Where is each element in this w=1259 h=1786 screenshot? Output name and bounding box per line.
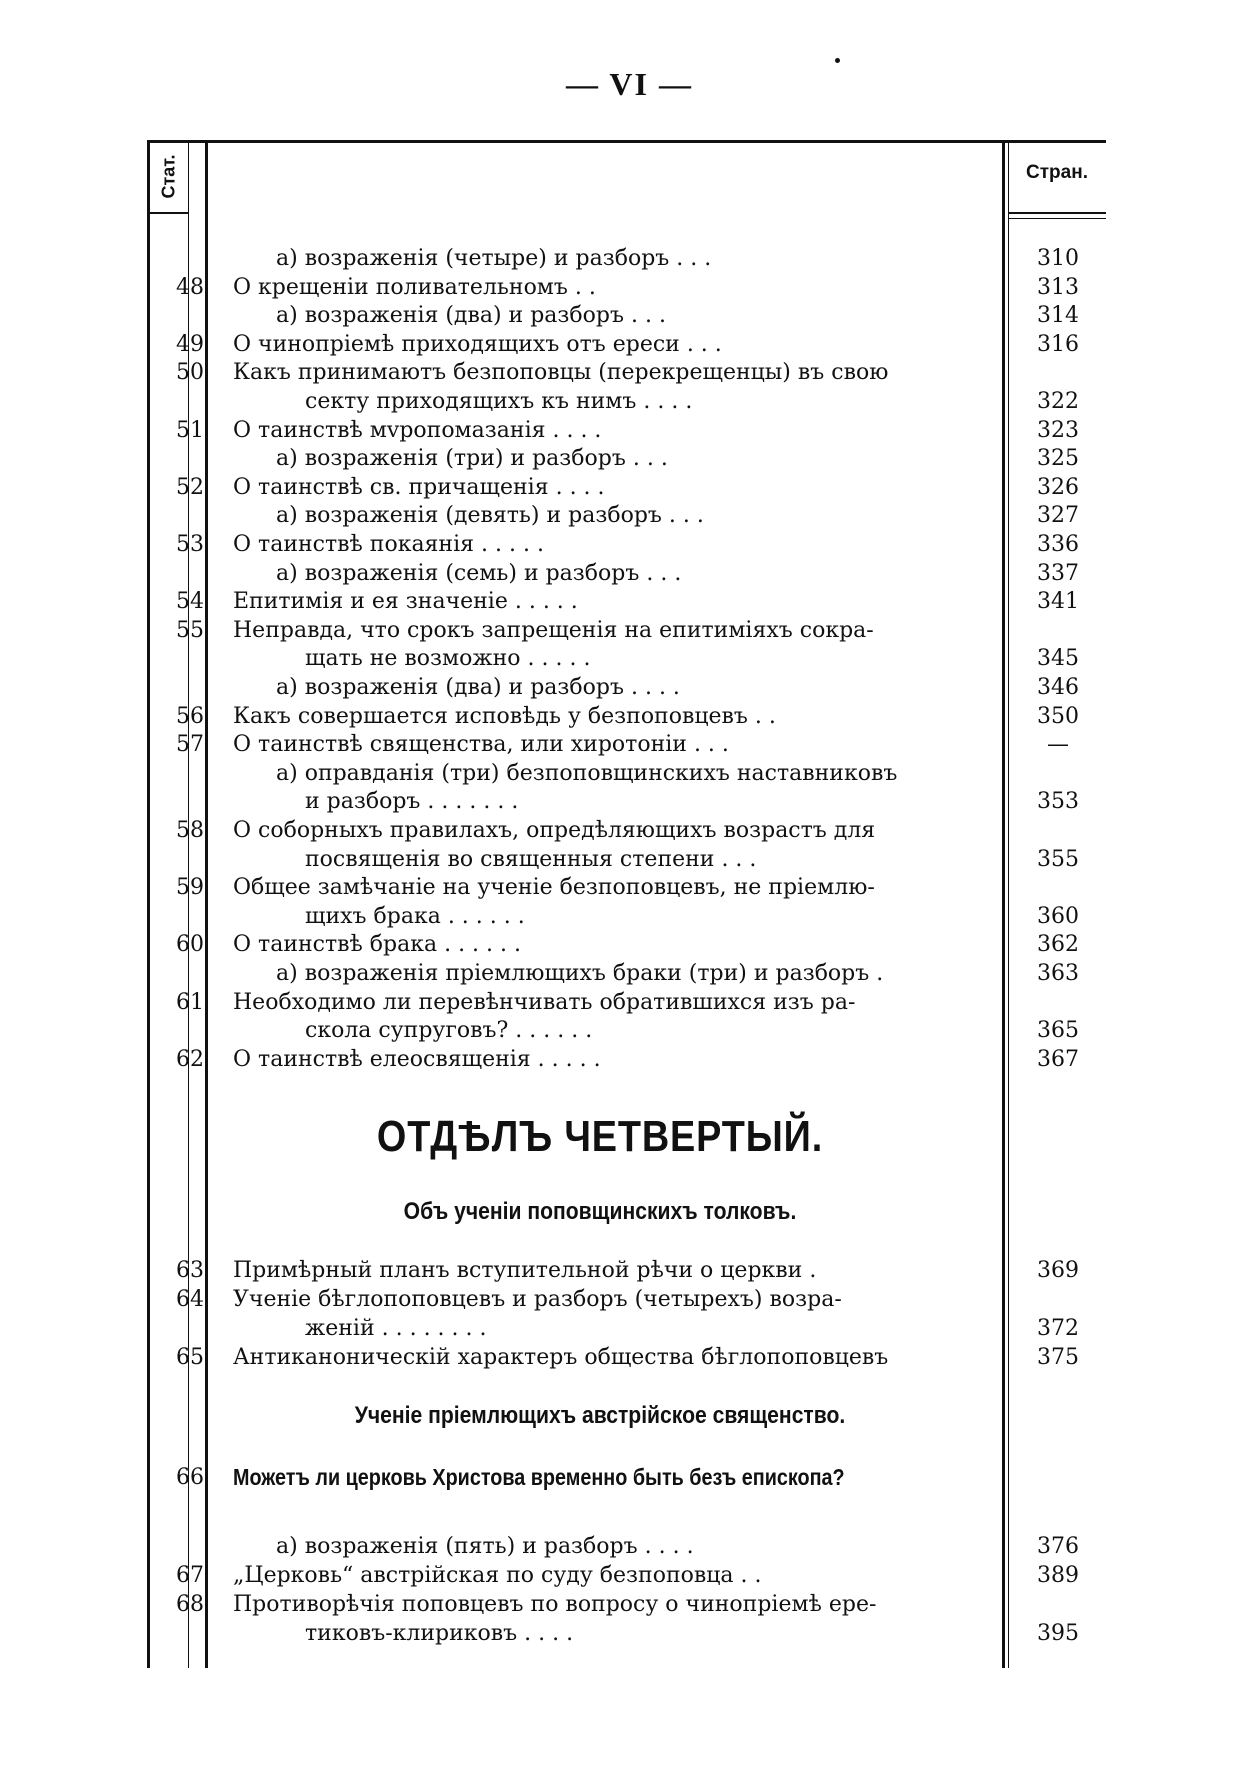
toc-entry (0, 1619, 1259, 1648)
entry-title: а) возраженія (два) и разборъ . . . (276, 303, 666, 329)
toc-entry-66 (0, 1463, 1259, 1492)
entry-title: а) оправданія (три) безпоповщинскихъ наставниковъ (276, 760, 898, 786)
entry-page: — (1047, 732, 1069, 758)
entry-question: Можетъ ли церковь Христова временно быть безъ епископа? (233, 1464, 845, 1490)
entry-title: Антиканоническій характеръ общества бѣглопоповцевъ (233, 1345, 889, 1370)
toc-entry (0, 587, 1259, 616)
toc-entry (0, 330, 1259, 359)
toc-entry (0, 1045, 1259, 1074)
entry-title: Ученіе бѣглопоповцевъ и разборъ (четырехъ) возра- (233, 1287, 842, 1312)
entry-title: О таинствѣ брака . . . . . . (233, 932, 522, 958)
entry-page: 376 (1037, 1534, 1079, 1559)
entry-title: О таинствѣ священства, или хиротоніи . . . (233, 732, 729, 758)
entry-page: 313 (1037, 274, 1079, 300)
entry-page: 355 (1037, 846, 1079, 872)
entry-title: О таинствѣ елеосвященія . . . . . (233, 1046, 601, 1072)
toc-entry (0, 959, 1259, 988)
entry-number: 49 (176, 331, 204, 357)
entry-number: 51 (176, 417, 204, 443)
toc-entry (0, 759, 1259, 788)
page-column-header: Стран. (1026, 162, 1088, 183)
toc-entry (0, 244, 1259, 273)
entry-page: 325 (1037, 446, 1079, 472)
page-header-rule-2 (1008, 218, 1106, 219)
toc-entry (0, 416, 1259, 445)
entry-number: 54 (176, 589, 204, 615)
entry-number: 61 (176, 989, 204, 1015)
entry-title: О крещеніи поливательномъ . . (233, 274, 596, 300)
toc-entry (0, 930, 1259, 959)
toc-entry (0, 644, 1259, 673)
entry-title: О таинствѣ св. причащенія . . . . (233, 474, 605, 500)
entry-number: 65 (176, 1345, 204, 1370)
entry-number: 63 (176, 1258, 204, 1283)
entry-page: 316 (1037, 331, 1079, 357)
entry-number: 64 (176, 1287, 204, 1312)
toc-entry (0, 1343, 1259, 1372)
toc-entry (0, 1314, 1259, 1343)
entry-title: Неправда, что срокъ запрещенія на епитиміяхъ сокра- (233, 617, 874, 643)
entry-page: 363 (1037, 961, 1079, 986)
entry-title: щать не возможно . . . . . (305, 646, 591, 672)
toc-entry (0, 616, 1259, 645)
entry-title: а) возраженія (девять) и разборъ . . . (276, 503, 704, 529)
toc-entry (0, 301, 1259, 330)
entry-number: 55 (176, 617, 204, 643)
toc-entry (0, 1285, 1259, 1314)
entry-page: 326 (1037, 474, 1079, 500)
entry-page: 314 (1037, 303, 1079, 329)
entry-number: 62 (176, 1046, 204, 1072)
entry-title: „Церковь“ австрійская по суду безпоповца . . (233, 1563, 762, 1588)
entry-page: 360 (1037, 903, 1079, 929)
entry-title: посвященія во священныя степени . . . (305, 846, 757, 872)
entry-number: 53 (176, 532, 204, 557)
toc-entry (0, 702, 1259, 731)
entry-page: 353 (1037, 789, 1079, 815)
entry-number: 67 (176, 1563, 204, 1588)
entry-title: Необходимо ли перевѣнчивать обратившихся изъ ра- (233, 989, 856, 1015)
toc-entry (0, 816, 1259, 845)
stat-header-rule (147, 212, 188, 214)
stat-column-header: Стат. (158, 153, 179, 199)
entry-title: а) возраженія (четыре) и разборъ . . . (276, 246, 712, 271)
toc-entry (0, 787, 1259, 816)
toc-entry (0, 501, 1259, 530)
entry-title: Епитимія и ея значеніе . . . . . (233, 589, 578, 615)
section-title: ОТДѢЛЪ ЧЕТВЕРТЫЙ. (376, 1112, 824, 1161)
entry-page: 346 (1037, 675, 1079, 700)
entry-title: Примѣрный планъ вступительной рѣчи о церкви . (233, 1258, 817, 1283)
toc-entry (0, 873, 1259, 902)
entry-title: и разборъ . . . . . . . (305, 789, 519, 815)
entry-title: а) возраженія (три) и разборъ . . . (276, 446, 668, 472)
toc-entry (0, 530, 1259, 559)
entry-title: Какъ совершается исповѣдь у безпоповцевъ . . (233, 703, 776, 729)
toc-entry (0, 387, 1259, 416)
entry-title: щихъ брака . . . . . . (305, 903, 525, 929)
entry-number: 56 (176, 703, 204, 729)
entry-page: 369 (1037, 1258, 1079, 1283)
entry-page: 372 (1037, 1316, 1079, 1341)
entry-page: 389 (1037, 1563, 1079, 1588)
toc-entry (0, 444, 1259, 473)
entry-page: 322 (1037, 389, 1079, 414)
entry-page: 395 (1037, 1621, 1079, 1646)
entry-number: 60 (176, 932, 204, 958)
toc-entry (0, 358, 1259, 387)
entry-number: 59 (176, 875, 204, 901)
entry-page: 345 (1037, 646, 1079, 672)
entry-number: 68 (176, 1592, 204, 1617)
entry-number: 57 (176, 732, 204, 758)
toc-entry (0, 673, 1259, 702)
toc-entry (0, 730, 1259, 759)
entry-title: а) возраженія (семь) и разборъ . . . (276, 560, 682, 586)
toc-entry (0, 988, 1259, 1017)
entry-number: 58 (176, 818, 204, 843)
toc-entry (0, 1532, 1259, 1561)
section-subtitle: Объ ученіи поповщинскихъ толковъ. (403, 1198, 797, 1225)
toc-entry (0, 473, 1259, 502)
entry-page: 362 (1037, 932, 1079, 958)
toc-entry (0, 1590, 1259, 1619)
entry-title: а) возраженія (пять) и разборъ . . . . (276, 1534, 694, 1559)
entry-number: 66 (176, 1465, 204, 1490)
entry-title: женій . . . . . . . . (305, 1316, 487, 1341)
entry-title: а) возраженія пріемлющихъ браки (три) и разборъ . (276, 961, 884, 986)
entry-page: 336 (1037, 532, 1079, 557)
entry-title: О чинопріемѣ приходящихъ отъ ереси . . . (233, 331, 722, 357)
toc-entry (0, 273, 1259, 302)
subsection-heading: Ученіе пріемлющихъ австрійское священство. (354, 1402, 846, 1429)
entry-title: О соборныхъ правилахъ, опредѣляющихъ возрастъ для (233, 818, 876, 843)
entry-page: 323 (1037, 417, 1079, 443)
entry-title: Противорѣчія поповцевъ по вопросу о чинопріемѣ ере- (233, 1592, 877, 1617)
entry-page: 367 (1037, 1046, 1079, 1072)
entry-title: а) возраженія (два) и разборъ . . . . (276, 675, 680, 700)
entry-title: Какъ принимаютъ безпоповцы (перекрещенцы) въ свою (233, 360, 889, 386)
entry-page: 327 (1037, 503, 1079, 529)
entry-page: 310 (1037, 246, 1079, 271)
entry-page: 350 (1037, 703, 1079, 729)
entry-number: 48 (176, 274, 204, 300)
toc-entry (0, 902, 1259, 931)
toc-entry (0, 559, 1259, 588)
toc-entry (0, 1561, 1259, 1590)
page-number: — VI — (566, 66, 693, 102)
toc-entry (0, 1016, 1259, 1045)
toc-entry (0, 1256, 1259, 1285)
entry-number: 52 (176, 474, 204, 500)
entry-title: секту приходящихъ къ нимъ . . . . (305, 389, 693, 414)
entry-title: Общее замѣчаніе на ученіе безпоповцевъ, не пріемлю- (233, 875, 875, 901)
print-speck (835, 58, 840, 63)
entry-title: О таинствѣ мvропомазанія . . . . (233, 417, 602, 443)
entry-title: О таинствѣ покаянія . . . . . (233, 532, 544, 557)
entry-title: скола супруговъ? . . . . . . (305, 1018, 593, 1044)
entry-page: 337 (1037, 560, 1079, 586)
page-header-rule (1008, 212, 1106, 214)
entry-page: 365 (1037, 1018, 1079, 1044)
entry-number: 50 (176, 360, 204, 386)
entry-page: 341 (1037, 589, 1079, 615)
entry-page: 375 (1037, 1345, 1079, 1370)
toc-entry (0, 845, 1259, 874)
entry-title: тиковъ-клириковъ . . . . (305, 1621, 574, 1646)
